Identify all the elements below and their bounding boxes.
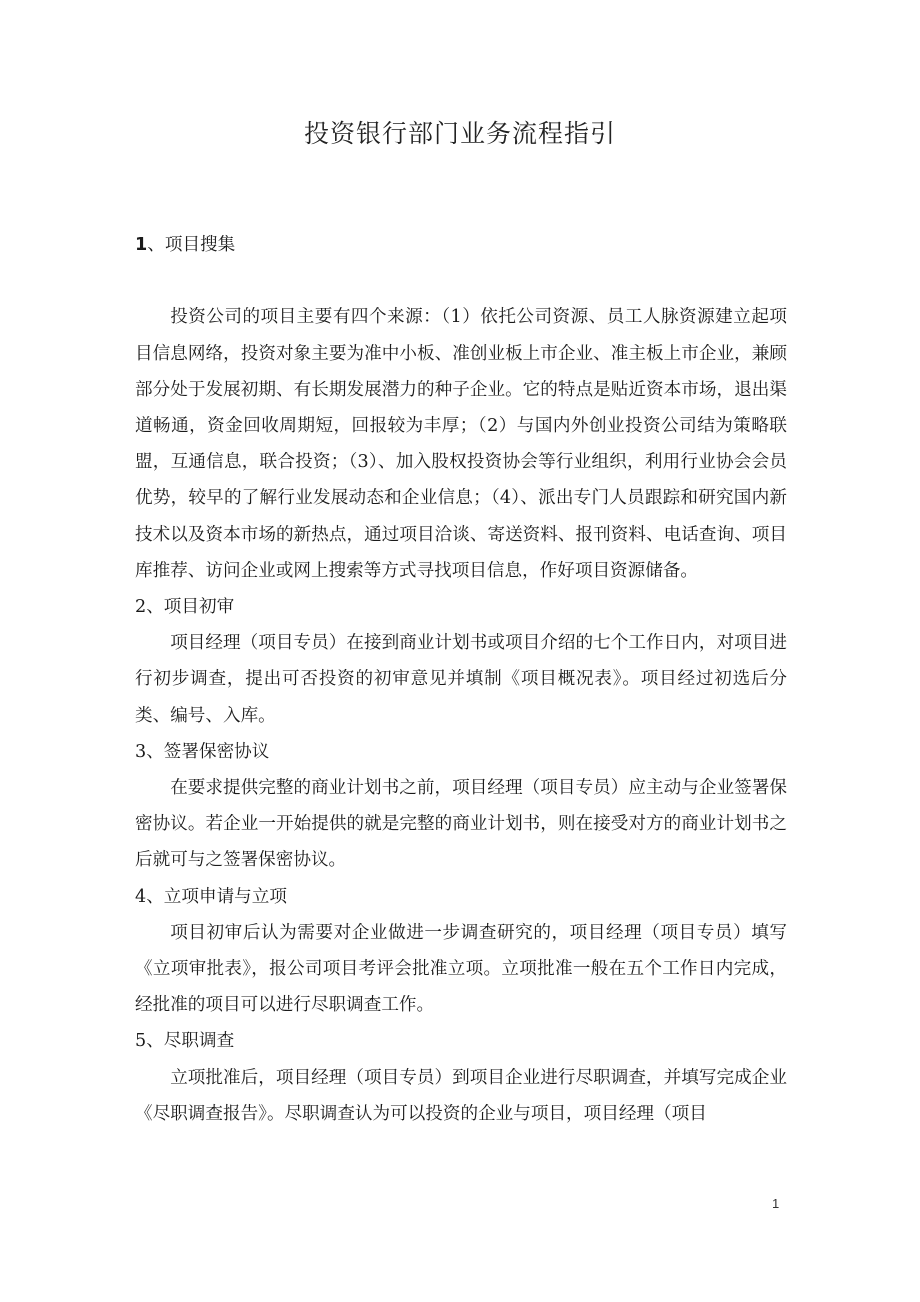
section-1-number: 1 [135, 235, 148, 255]
section-4-heading: 4、立项申请与立项 [135, 886, 287, 907]
document-title: 投资银行部门业务流程指引 [303, 119, 616, 148]
page-number: 1 [772, 1196, 780, 1211]
section-3-heading: 3、签署保密协议 [135, 741, 270, 762]
section-1-separator: 、 [147, 235, 165, 255]
section-3-paragraph: 在要求提供完整的商业计划书之前，项目经理（项目专员）应主动与企业签署保密协议。若企业一开始提供的就是完整的商业计划书，则在接受对方的商业计划书之后就可与之签署保密协议。 [135, 777, 787, 871]
section-2-paragraph: 项目经理（项目专员）在接到商业计划书或项目介绍的七个工作日内，对项目进行初步调查，提出可否投资的初审意见并填制《项目概况表》。项目经过初选后分类、编号、入库。 [135, 633, 787, 726]
section-4-paragraph: 项目初审后认为需要对企业做进一步调查研究的，项目经理（项目专员）填写《立项审批表》，报公司项目考评会批准立项。立项批准一般在五个工作日内完成，经批准的项目可以进行尽职调查工作。 [135, 922, 787, 1016]
section-1-heading [135, 227, 787, 263]
section-2-heading: 2、项目初审 [135, 597, 235, 617]
section-1-title: 项目搜集 [164, 235, 236, 255]
section-5-heading: 5、尽职调查 [135, 1031, 235, 1052]
section-5-paragraph: 立项批准后，项目经理（项目专员）到项目企业进行尽职调查，并填写完成企业《尽职调查报告》。尽职调查认为可以投资的企业与项目，项目经理（项目 [135, 1067, 787, 1124]
document-body [135, 227, 787, 1132]
section-1-paragraph: 投资公司的项目主要有四个来源：（1）依托公司资源、员工人脉资源建立起项目信息网络，投资对象主要为准中小板、准创业板上市企业、准主板上市企业，兼顾部分处于发展初期、有长期发展潜力的种子企业。它的特点是贴近资本市场，退出渠道畅通，资金回收周期短，回报较为丰厚；（2）与国内外创业投资公司结为策略联盟，互通信息，联合投资；（3）、加入股权投资协会等行业组织，利用行业协会会员优势，较早的了解行业发展动态和企业信息；（4）、派出专门人员跟踪和研究国内新技术以及资本市场的新热点，通过项目洽谈、寄送资料、报刊资料、电话查询、项目库推荐、访问企业或网上搜索等方式寻找项目信息，作好项目资源储备。 [135, 307, 787, 581]
